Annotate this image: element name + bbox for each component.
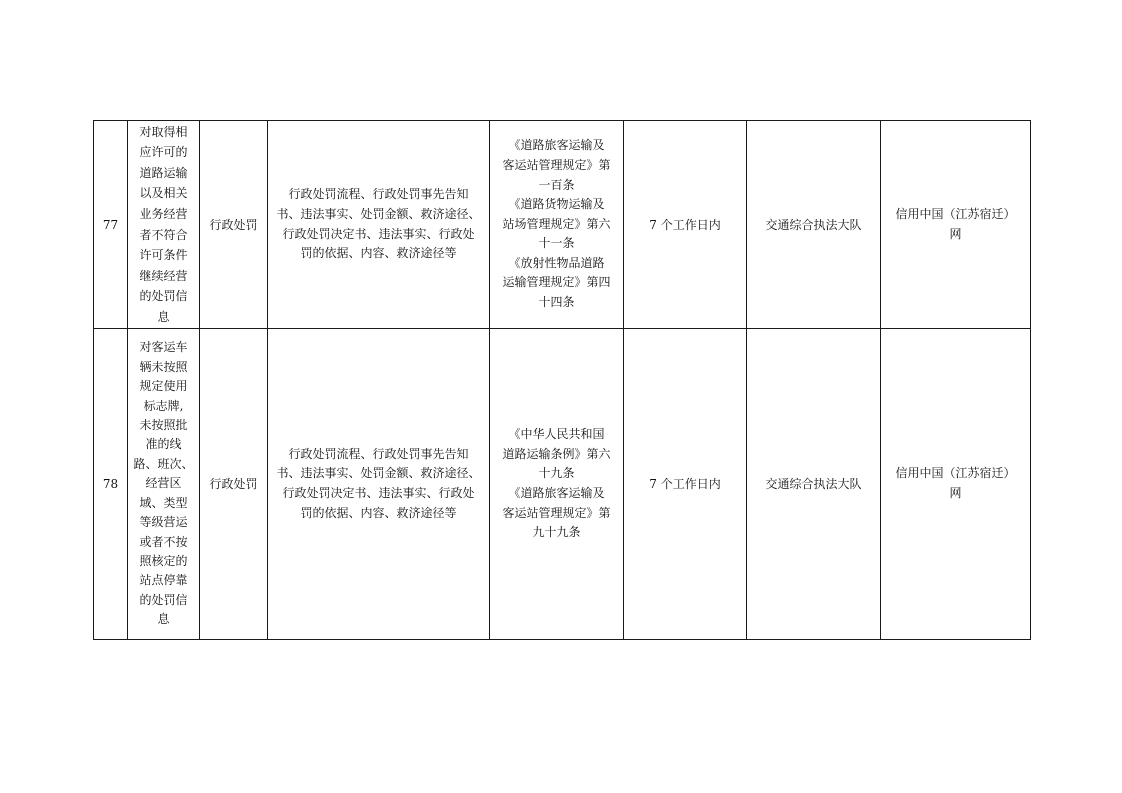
content-text xyxy=(268,185,489,263)
subject-line: 准的线 xyxy=(145,437,182,452)
subject-cell xyxy=(128,121,200,329)
agency-text: 交通综合执法大队 xyxy=(765,217,862,232)
subject-line: 未按照批 xyxy=(139,418,188,433)
legal-basis-cell xyxy=(490,329,624,640)
content-line: 书、违法事实、处罚金额、救济途径、 xyxy=(276,466,481,481)
subject-line: 业务经营 xyxy=(139,206,188,221)
content-line: 行政处罚流程、行政处罚事先告知 xyxy=(288,187,469,202)
subject-text xyxy=(128,122,199,328)
subject-line: 息 xyxy=(157,612,170,627)
subject-line: 以及相关 xyxy=(139,186,188,201)
subject-line: 等级营运 xyxy=(139,515,188,530)
subject-line: 经营区 xyxy=(145,476,182,491)
table-row xyxy=(94,329,1031,640)
basis-line: 《道路货物运输及 xyxy=(508,197,605,212)
basis-line: 十九条 xyxy=(538,466,575,481)
item-number-cell xyxy=(94,329,128,640)
content-cell xyxy=(268,121,490,329)
content-line: 行政处罚决定书、违法事实、行政处 xyxy=(282,226,475,241)
table-row xyxy=(94,121,1031,329)
category-cell xyxy=(200,329,268,640)
basis-line: 站场管理规定》第六 xyxy=(502,216,611,231)
basis-line: 九十九条 xyxy=(532,525,581,540)
subject-text xyxy=(128,338,199,629)
basis-line: 《放射性物品道路 xyxy=(508,255,605,270)
subject-line: 路、班次、 xyxy=(133,456,194,471)
agency-cell xyxy=(747,121,881,329)
basis-line: 《道路旅客运输及 xyxy=(508,486,605,500)
site-line: 信用中国（江苏宿迁） xyxy=(895,206,1016,221)
subject-line: 对取得相 xyxy=(139,124,188,139)
basis-line: 运输管理规定》第四 xyxy=(502,275,611,290)
subject-line: 辆未按照 xyxy=(139,359,188,374)
time-limit-text: 7 个工作日内 xyxy=(649,217,721,232)
subject-line: 许可条件 xyxy=(139,248,188,263)
publish-site-cell xyxy=(881,329,1031,640)
subject-line: 者不符合 xyxy=(139,227,188,242)
content-line: 罚的依据、内容、救济途径等 xyxy=(300,505,457,520)
basis-line: 一百条 xyxy=(538,177,575,192)
time-limit-text: 7 个工作日内 xyxy=(649,477,721,491)
basis-line: 客运站管理规定》第 xyxy=(502,505,611,520)
time-limit-cell xyxy=(624,329,747,640)
disclosure-table xyxy=(93,120,1031,640)
site-line: 网 xyxy=(949,226,962,241)
subject-line: 应许可的 xyxy=(139,145,188,160)
legal-basis-text xyxy=(490,425,623,543)
subject-line: 标志牌, xyxy=(143,398,184,413)
basis-line: 《道路旅客运输及 xyxy=(508,138,605,153)
subject-line: 照核定的 xyxy=(139,553,188,568)
category-text: 行政处罚 xyxy=(209,217,258,232)
subject-line: 息 xyxy=(157,309,170,324)
subject-line: 继续经营 xyxy=(139,268,188,283)
legal-basis-text xyxy=(490,136,623,312)
subject-line: 对客运车 xyxy=(139,340,188,355)
content-line: 罚的依据、内容、救济途径等 xyxy=(300,246,457,261)
site-line: 网 xyxy=(949,486,962,500)
publish-site-cell xyxy=(881,121,1031,329)
agency-text: 交通综合执法大队 xyxy=(765,477,862,491)
basis-line: 十一条 xyxy=(538,236,575,251)
category-cell xyxy=(200,121,268,329)
category-text: 行政处罚 xyxy=(209,477,258,491)
subject-line: 道路运输 xyxy=(139,165,188,180)
item-number-cell xyxy=(94,121,128,329)
subject-line: 的处罚信 xyxy=(139,592,188,607)
item-number: 77 xyxy=(102,217,119,232)
publish-site-text xyxy=(881,205,1030,244)
subject-line: 的处罚信 xyxy=(139,289,188,304)
subject-line: 站点停靠 xyxy=(139,573,188,588)
time-limit-cell xyxy=(624,121,747,329)
subject-line: 或者不按 xyxy=(139,534,188,549)
basis-line: 《中华人民共和国 xyxy=(508,427,605,442)
legal-basis-cell xyxy=(490,121,624,329)
basis-line: 客运站管理规定》第 xyxy=(502,157,611,172)
content-cell xyxy=(268,329,490,640)
basis-line: 道路运输条例》第六 xyxy=(502,446,611,461)
content-text xyxy=(268,445,489,523)
content-line: 行政处罚决定书、违法事实、行政处 xyxy=(282,486,475,500)
subject-line: 规定使用 xyxy=(139,379,188,394)
site-line: 信用中国（江苏宿迁） xyxy=(895,466,1016,481)
content-line: 行政处罚流程、行政处罚事先告知 xyxy=(288,446,469,461)
publish-site-text xyxy=(881,464,1030,503)
agency-cell xyxy=(747,329,881,640)
subject-cell xyxy=(128,329,200,640)
content-line: 书、违法事实、处罚金额、救济途径、 xyxy=(276,206,481,221)
subject-line: 域、类型 xyxy=(139,495,188,510)
item-number: 78 xyxy=(102,477,119,491)
basis-line: 十四条 xyxy=(538,295,575,310)
